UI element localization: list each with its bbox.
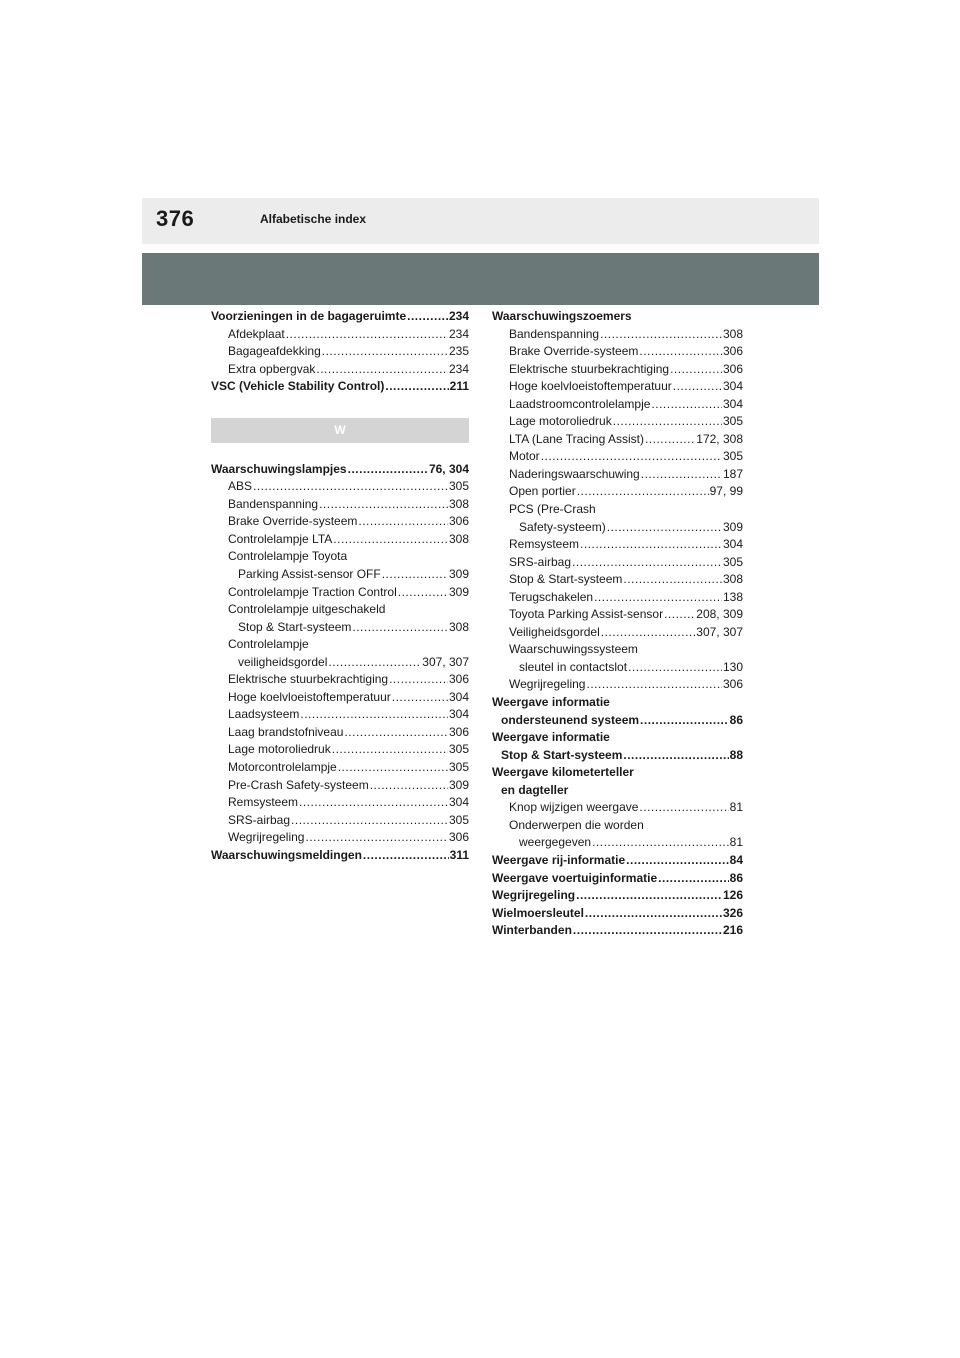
entry-label: weergegeven bbox=[519, 835, 592, 850]
entry-page: 81 bbox=[729, 800, 743, 815]
entry-page: 307, 307 bbox=[422, 654, 469, 669]
entry-label: ondersteunend systeem bbox=[501, 712, 640, 727]
entry-label: Veiligheidsgordel bbox=[509, 624, 600, 639]
entry-page: 309 bbox=[448, 584, 469, 599]
index-entry bbox=[211, 654, 469, 672]
index-entry bbox=[492, 870, 743, 888]
entry-page: 208, 309 bbox=[696, 607, 743, 622]
dot-leader bbox=[658, 870, 728, 888]
entry-label: Bandenspanning bbox=[509, 326, 600, 341]
entry-page: 305 bbox=[448, 479, 469, 494]
entry-label: Wielmoersleutel bbox=[492, 905, 584, 920]
dot-leader bbox=[673, 378, 722, 396]
dot-leader bbox=[348, 461, 428, 479]
index-entry bbox=[211, 689, 469, 707]
dot-leader bbox=[332, 741, 448, 759]
entry-page: 86 bbox=[729, 870, 743, 885]
entry-page: 84 bbox=[729, 852, 743, 867]
dot-leader bbox=[352, 619, 448, 637]
entry-label: Bagageafdekking bbox=[228, 344, 321, 359]
dot-leader bbox=[316, 361, 448, 379]
entry-page: 305 bbox=[448, 760, 469, 775]
entry-page: 305 bbox=[722, 554, 743, 569]
dot-leader bbox=[623, 747, 728, 765]
entry-label: Extra opbergvak bbox=[228, 361, 316, 376]
dot-leader bbox=[585, 905, 722, 923]
index-entry bbox=[492, 554, 743, 572]
entry-page: 309 bbox=[448, 567, 469, 582]
index-entry bbox=[492, 782, 743, 800]
w-entries bbox=[211, 461, 469, 865]
index-entry bbox=[492, 343, 743, 361]
index-entry bbox=[492, 448, 743, 466]
dot-leader bbox=[576, 887, 722, 905]
entry-label: Stop & Start-systeem bbox=[238, 619, 352, 634]
index-entry bbox=[211, 601, 469, 619]
entry-page: 308 bbox=[722, 572, 743, 587]
index-entry bbox=[211, 759, 469, 777]
dot-leader bbox=[407, 308, 448, 326]
entry-label: Toyota Parking Assist-sensor bbox=[509, 607, 664, 622]
dot-leader bbox=[623, 571, 722, 589]
index-entry bbox=[211, 794, 469, 812]
index-entry bbox=[211, 513, 469, 531]
entry-label: SRS-airbag bbox=[228, 812, 291, 827]
entry-page: 216 bbox=[722, 923, 743, 938]
entry-page: 304 bbox=[448, 707, 469, 722]
dot-leader bbox=[641, 466, 722, 484]
dot-leader bbox=[639, 799, 728, 817]
entry-label: Waarschuwingslampjes bbox=[211, 461, 347, 476]
dot-leader bbox=[370, 777, 448, 795]
index-entry bbox=[492, 308, 743, 326]
entry-page: 235 bbox=[448, 344, 469, 359]
entry-label: Weergave kilometerteller bbox=[492, 765, 634, 780]
index-entry bbox=[492, 361, 743, 379]
dot-leader bbox=[382, 566, 448, 584]
dot-leader bbox=[580, 536, 722, 554]
entry-label: Voorzieningen in de bagageruimte bbox=[211, 309, 407, 323]
right-column bbox=[492, 308, 743, 940]
entry-page: 306 bbox=[448, 672, 469, 687]
entry-label: Hoge koelvloeistoftemperatuur bbox=[509, 379, 672, 394]
index-entry bbox=[211, 461, 469, 479]
header-title: Alfabetische index bbox=[260, 212, 367, 226]
index-entry bbox=[492, 852, 743, 870]
index-entry bbox=[492, 712, 743, 730]
entry-label: Controlelampje bbox=[228, 637, 309, 652]
index-entry bbox=[211, 343, 469, 361]
entry-page: 305 bbox=[448, 742, 469, 757]
dot-leader bbox=[639, 343, 722, 361]
dot-leader bbox=[299, 794, 448, 812]
entry-label: Waarschuwingsmeldingen bbox=[211, 847, 362, 862]
entry-label: Wegrijregeling bbox=[492, 888, 576, 903]
index-entry bbox=[492, 905, 743, 923]
entry-label: Bandenspanning bbox=[228, 496, 319, 511]
entry-label: Elektrische stuurbekrachtiging bbox=[509, 361, 670, 376]
entry-label: Remsysteem bbox=[228, 795, 299, 810]
index-entry bbox=[211, 496, 469, 514]
entry-page: 211 bbox=[449, 379, 469, 394]
entry-label: Open portier bbox=[509, 484, 576, 499]
dot-leader bbox=[389, 671, 448, 689]
index-entry bbox=[492, 396, 743, 414]
page-header bbox=[142, 198, 819, 244]
dot-leader bbox=[322, 343, 448, 361]
index-entry bbox=[211, 847, 469, 865]
entry-label: SRS-airbag bbox=[509, 554, 572, 569]
index-entry bbox=[211, 741, 469, 759]
entry-page: 306 bbox=[448, 830, 469, 845]
dot-leader bbox=[664, 606, 695, 624]
entry-label: Controlelampje Toyota bbox=[228, 549, 348, 564]
index-entry bbox=[492, 589, 743, 607]
entry-page: 126 bbox=[722, 888, 743, 903]
index-entry bbox=[492, 378, 743, 396]
index-entry bbox=[492, 326, 743, 344]
index-entry bbox=[211, 671, 469, 689]
dot-leader bbox=[398, 584, 448, 602]
index-entry bbox=[492, 922, 743, 940]
entry-label: Controlelampje uitgeschakeld bbox=[228, 602, 386, 617]
entry-page: 306 bbox=[722, 361, 743, 376]
index-entry bbox=[211, 478, 469, 496]
dot-leader bbox=[300, 706, 448, 724]
entry-label: LTA (Lane Tracing Assist) bbox=[509, 431, 644, 446]
section-banner bbox=[142, 253, 819, 305]
index-entry bbox=[211, 636, 469, 654]
entry-label: Wegrijregeling bbox=[228, 830, 305, 845]
entry-page: 234 bbox=[448, 326, 469, 341]
index-entry bbox=[211, 829, 469, 847]
entry-label: Motor bbox=[509, 449, 540, 464]
dot-leader bbox=[291, 812, 448, 830]
entry-label: Waarschuwingszoemers bbox=[492, 309, 632, 323]
entry-label: Weergave informatie bbox=[492, 730, 610, 745]
index-entry bbox=[211, 326, 469, 344]
index-entry bbox=[492, 817, 743, 835]
dot-leader bbox=[607, 519, 722, 537]
dot-leader bbox=[572, 554, 722, 572]
dot-leader bbox=[286, 326, 448, 344]
section-letter-w: W bbox=[211, 418, 469, 443]
entry-page: 81 bbox=[729, 835, 743, 850]
dot-leader bbox=[651, 396, 722, 414]
dot-leader bbox=[392, 689, 448, 707]
entry-label: Motorcontrolelampje bbox=[228, 760, 337, 775]
entry-label: VSC (Vehicle Stability Control) bbox=[211, 379, 385, 394]
dot-leader bbox=[253, 478, 448, 496]
dot-leader bbox=[601, 624, 696, 642]
index-entry bbox=[492, 764, 743, 782]
entry-page: 234 bbox=[448, 361, 469, 376]
entry-page: 307, 307 bbox=[696, 624, 743, 639]
entry-page: 304 bbox=[722, 537, 743, 552]
entry-label: Waarschuwingssysteem bbox=[509, 642, 638, 657]
entry-page: 304 bbox=[448, 689, 469, 704]
entry-page: 304 bbox=[722, 396, 743, 411]
entry-label: Winterbanden bbox=[492, 923, 572, 938]
dot-leader bbox=[344, 724, 448, 742]
index-entry bbox=[492, 571, 743, 589]
entry-page: 187 bbox=[722, 466, 743, 481]
index-entry bbox=[492, 659, 743, 677]
dot-leader bbox=[333, 531, 448, 549]
entry-label: Wegrijregeling bbox=[509, 677, 586, 692]
entry-label: Pre-Crash Safety-systeem bbox=[228, 777, 369, 792]
entry-page: 326 bbox=[722, 905, 743, 920]
entry-label: Hoge koelvloeistoftemperatuur bbox=[228, 689, 391, 704]
index-entry bbox=[211, 308, 469, 326]
entry-label: Controlelampje LTA bbox=[228, 531, 333, 546]
index-entry bbox=[211, 531, 469, 549]
entry-label: Elektrische stuurbekrachtiging bbox=[228, 672, 389, 687]
entry-label: Laadstroomcontrolelampje bbox=[509, 396, 651, 411]
index-entry bbox=[492, 747, 743, 765]
page-number: 376 bbox=[156, 206, 195, 231]
dot-leader bbox=[600, 326, 722, 344]
index-entry bbox=[492, 466, 743, 484]
left-top-entries bbox=[211, 308, 469, 396]
entry-page: 234 bbox=[448, 309, 469, 323]
entry-page: 86 bbox=[729, 712, 743, 727]
entry-page: 308 bbox=[448, 531, 469, 546]
entry-page: 306 bbox=[448, 724, 469, 739]
dot-leader bbox=[338, 759, 448, 777]
entry-page: 305 bbox=[448, 812, 469, 827]
index-entry bbox=[492, 536, 743, 554]
entry-label: Controlelampje Traction Control bbox=[228, 584, 397, 599]
dot-leader bbox=[586, 676, 721, 694]
left-column bbox=[211, 308, 469, 864]
right-entries bbox=[492, 308, 743, 940]
dot-leader bbox=[640, 712, 729, 730]
entry-page: 130 bbox=[722, 659, 743, 674]
entry-page: 305 bbox=[722, 449, 743, 464]
index-entry bbox=[492, 606, 743, 624]
index-entry bbox=[492, 676, 743, 694]
index-entry bbox=[492, 519, 743, 537]
entry-page: 76, 304 bbox=[428, 461, 469, 476]
dot-leader bbox=[645, 431, 695, 449]
entry-label: Naderingswaarschuwing bbox=[509, 466, 640, 481]
entry-page: 308 bbox=[448, 619, 469, 634]
entry-page: 306 bbox=[722, 344, 743, 359]
entry-label: Weergave voertuiginformatie bbox=[492, 870, 658, 885]
entry-page: 88 bbox=[729, 747, 743, 762]
entry-page: 309 bbox=[722, 519, 743, 534]
entry-label: Safety-systeem) bbox=[519, 519, 606, 534]
entry-page: 304 bbox=[448, 795, 469, 810]
dot-leader bbox=[626, 852, 728, 870]
index-entry bbox=[211, 777, 469, 795]
entry-page: 138 bbox=[722, 589, 743, 604]
index-entry bbox=[492, 799, 743, 817]
entry-page: 308 bbox=[448, 496, 469, 511]
index-entry bbox=[211, 584, 469, 602]
entry-label: Stop & Start-systeem bbox=[509, 572, 623, 587]
index-entry bbox=[211, 706, 469, 724]
dot-leader bbox=[594, 589, 722, 607]
entry-label: Brake Override-systeem bbox=[509, 344, 639, 359]
entry-label: Remsysteem bbox=[509, 537, 580, 552]
dot-leader bbox=[319, 496, 448, 514]
entry-page: 97, 99 bbox=[709, 484, 743, 499]
entry-page: 305 bbox=[722, 414, 743, 429]
entry-page: 311 bbox=[449, 847, 469, 862]
dot-leader bbox=[670, 361, 722, 379]
entry-label: veiligheidsgordel bbox=[238, 654, 328, 669]
entry-label: Parking Assist-sensor OFF bbox=[238, 567, 381, 582]
index-entry bbox=[211, 361, 469, 379]
index-entry bbox=[211, 619, 469, 637]
entry-page: 308 bbox=[722, 326, 743, 341]
index-entry bbox=[211, 378, 469, 396]
entry-label: Terugschakelen bbox=[509, 589, 594, 604]
dot-leader bbox=[305, 829, 447, 847]
dot-leader bbox=[592, 834, 729, 852]
index-entry bbox=[492, 834, 743, 852]
index-entry bbox=[492, 413, 743, 431]
entry-label: Stop & Start-systeem bbox=[501, 747, 623, 762]
entry-label: Lage motoroliedruk bbox=[228, 742, 331, 757]
index-entry bbox=[492, 887, 743, 905]
index-entry bbox=[492, 694, 743, 712]
index-entry bbox=[492, 624, 743, 642]
dot-leader bbox=[628, 659, 722, 677]
index-entry bbox=[211, 724, 469, 742]
dot-leader bbox=[613, 413, 722, 431]
dot-leader bbox=[358, 513, 448, 531]
entry-page: 306 bbox=[448, 514, 469, 529]
entry-label: Weergave informatie bbox=[492, 695, 610, 710]
dot-leader bbox=[573, 922, 722, 940]
entry-label: Laadsysteem bbox=[228, 707, 300, 722]
index-entry bbox=[211, 566, 469, 584]
index-entry bbox=[211, 548, 469, 566]
dot-leader bbox=[541, 448, 722, 466]
entry-label: Weergave rij-informatie bbox=[492, 852, 626, 867]
entry-page: 306 bbox=[722, 677, 743, 692]
index-entry bbox=[492, 641, 743, 659]
entry-label: Afdekplaat bbox=[228, 326, 285, 341]
entry-page: 304 bbox=[722, 379, 743, 394]
entry-label: Knop wijzigen weergave bbox=[509, 800, 639, 815]
index-entry bbox=[492, 431, 743, 449]
index-entry bbox=[492, 729, 743, 747]
entry-label: Onderwerpen die worden bbox=[509, 817, 644, 832]
index-entry bbox=[492, 483, 743, 501]
entry-page: 309 bbox=[448, 777, 469, 792]
entry-label: Laag brandstofniveau bbox=[228, 724, 344, 739]
dot-leader bbox=[385, 378, 448, 396]
entry-label: Brake Override-systeem bbox=[228, 514, 358, 529]
entry-label: PCS (Pre-Crash bbox=[509, 502, 596, 517]
entry-page: 172, 308 bbox=[696, 431, 743, 446]
entry-label: Lage motoroliedruk bbox=[509, 414, 612, 429]
entry-label: en dagteller bbox=[501, 782, 569, 797]
dot-leader bbox=[363, 847, 449, 865]
entry-label: sleutel in contactslot bbox=[519, 659, 628, 674]
dot-leader bbox=[577, 483, 709, 501]
index-entry bbox=[492, 501, 743, 519]
dot-leader bbox=[328, 654, 421, 672]
entry-label: ABS bbox=[228, 479, 253, 494]
index-entry bbox=[211, 812, 469, 830]
